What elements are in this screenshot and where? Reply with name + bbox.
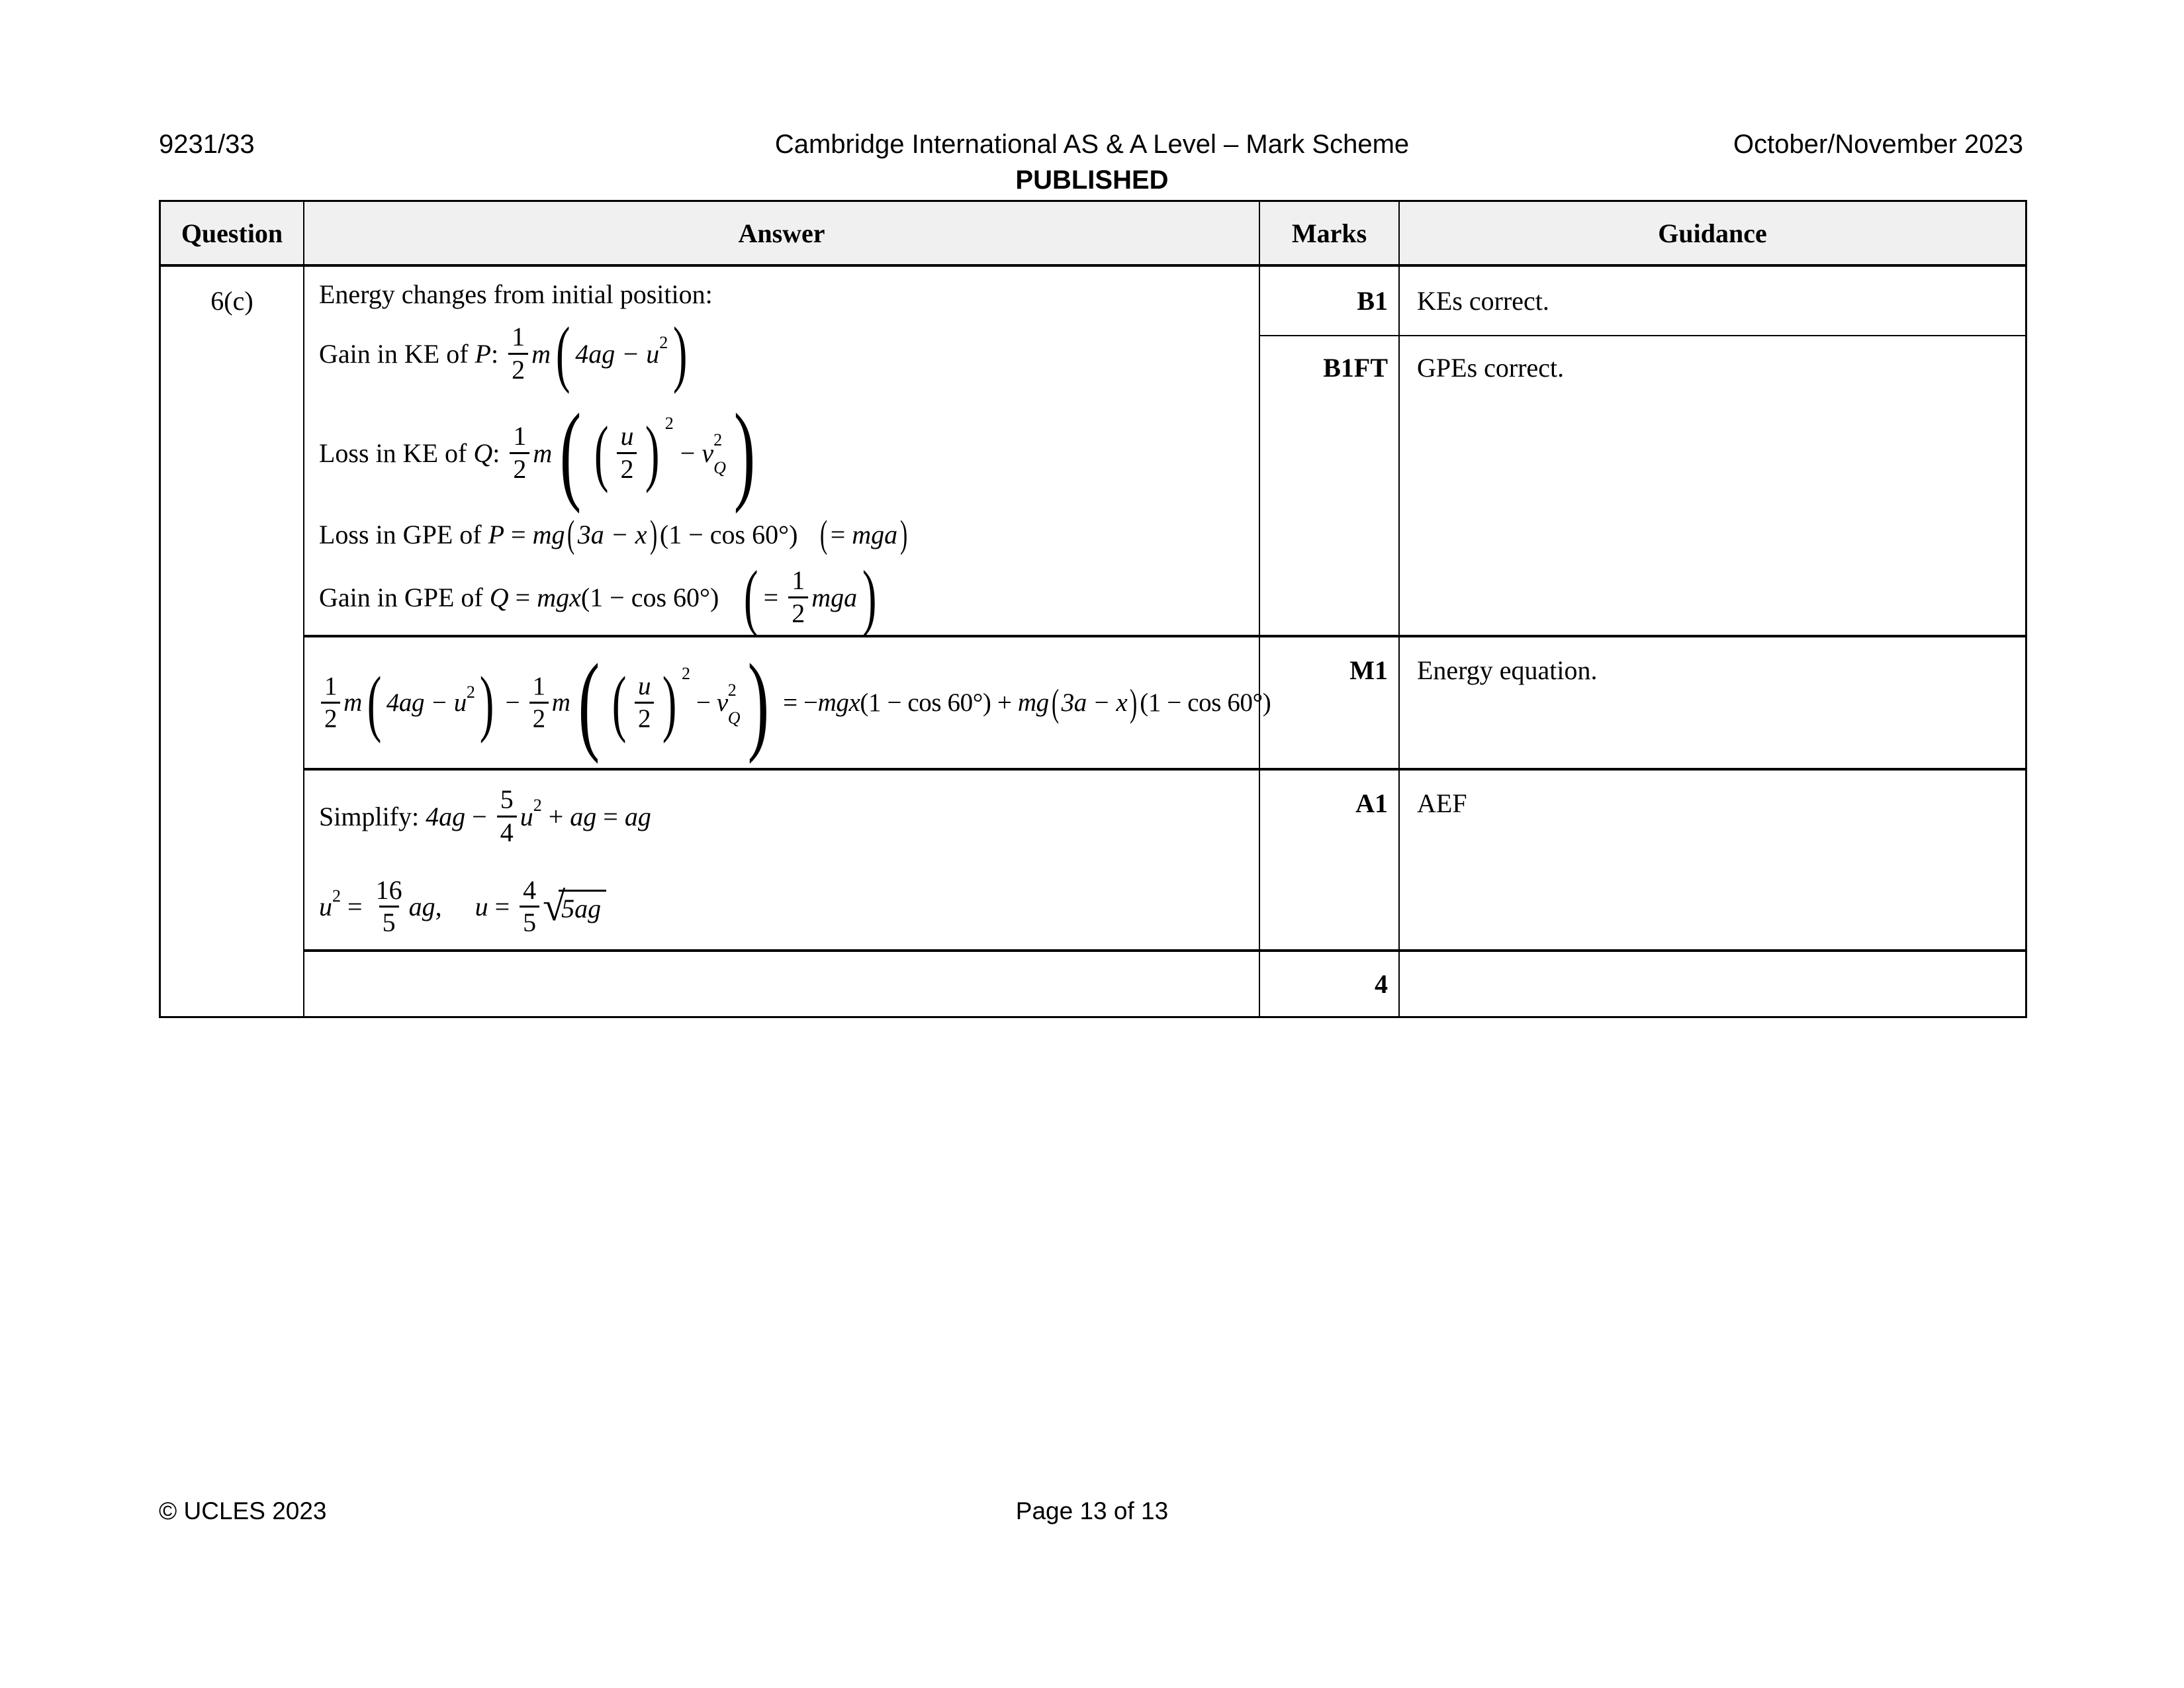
- var-mga: mga: [852, 519, 898, 549]
- paren-open: (: [612, 661, 627, 744]
- paren-close: ): [662, 661, 677, 744]
- paren-open: (: [744, 556, 758, 638]
- operator-eq: =: [504, 519, 533, 549]
- answer-cell-empty: [304, 952, 1260, 1016]
- session-date: October/November 2023: [1733, 130, 2023, 159]
- cos-group: (1 − cos 60°): [860, 688, 991, 717]
- comma: ,: [435, 892, 442, 922]
- var-Q: Q: [489, 582, 509, 612]
- answer-line-energy-equation: [318, 641, 1271, 765]
- paren-close: ): [747, 641, 770, 765]
- superscript-2: 2: [664, 414, 674, 433]
- guidance-kes: KEs correct.: [1400, 267, 2025, 336]
- cos-group: (1 − cos 60°): [580, 582, 719, 612]
- radical-icon: √: [543, 884, 566, 929]
- fraction-half: $\frac{1}{2}$: [529, 673, 549, 732]
- fraction-u-over-2: u 2: [617, 423, 637, 483]
- paren-open: (: [1051, 680, 1059, 724]
- expr: 4ag − u: [386, 688, 467, 717]
- text: Loss in GPE of: [319, 519, 488, 549]
- var-ag: ag: [408, 892, 435, 922]
- var-u: u: [319, 892, 332, 922]
- text: Gain in GPE of: [319, 582, 490, 612]
- paren-close: ): [862, 556, 877, 638]
- fraction-half: 1 2: [321, 673, 340, 732]
- fraction-u-over-2: u 2: [635, 673, 654, 732]
- paren-close: ): [673, 312, 688, 395]
- expr: 3a − x: [1061, 688, 1128, 717]
- page-number: Page 13 of 13: [1015, 1497, 1169, 1524]
- superscript-2: 2: [659, 333, 668, 352]
- var-v: v: [702, 438, 714, 468]
- supsub-vQ: 2 Q: [713, 430, 726, 477]
- var-mga: mga: [811, 582, 858, 612]
- fraction-half: $\frac{1}{2}$: [788, 567, 808, 628]
- answer-line-simplify: [319, 786, 1259, 847]
- answer-cell-energy-equation: [304, 637, 1271, 771]
- mark-total: 4: [1260, 952, 1400, 1016]
- operator-minus: −: [690, 688, 717, 717]
- operator-eq: =: [508, 582, 537, 612]
- mark-b1: B1: [1260, 267, 1400, 336]
- doc-title: Cambridge International AS & A Level – Mark Scheme: [774, 130, 1410, 159]
- operator-eq: =: [763, 582, 786, 612]
- expr: 3a − x: [577, 519, 647, 549]
- answer-line-gain-gpe: [319, 556, 1255, 638]
- var-m: m: [531, 338, 551, 369]
- text: Gain in KE of: [319, 338, 475, 369]
- var-Q: Q: [473, 438, 493, 468]
- paren-open: (: [559, 391, 582, 514]
- superscript-2: 2: [332, 886, 341, 906]
- var-v: v: [716, 688, 728, 717]
- var-mg: mg: [1017, 688, 1049, 717]
- answer-line-loss-gpe: [319, 512, 1255, 555]
- var-mgx: mgx: [817, 688, 860, 717]
- operator-minus: −: [499, 688, 526, 717]
- exam-code: 9231/33: [159, 130, 255, 159]
- expr: 4ag − u: [575, 338, 660, 369]
- paren-open: (: [578, 641, 600, 765]
- fraction-16-over-5: $\frac{16}{5}$: [375, 874, 402, 938]
- paren-close: ): [733, 391, 756, 514]
- operator-minus: −: [673, 438, 702, 468]
- mark-m1: M1: [1260, 637, 1400, 771]
- paren-open: (: [555, 312, 570, 395]
- text: Energy changes from initial position:: [319, 279, 713, 309]
- answer-cell-simplify: [304, 771, 1260, 952]
- operator-minus: −: [465, 801, 494, 831]
- cos-group: (1 − cos 60°): [1140, 688, 1271, 717]
- operator-plus: +: [991, 688, 1018, 717]
- var-m: m: [533, 438, 553, 468]
- cos-group: (1 − cos 60°): [659, 519, 798, 549]
- var-m: m: [551, 688, 570, 717]
- supsub-vQ: 2 Q: [727, 680, 741, 727]
- text: Loss in KE of: [319, 438, 474, 468]
- superscript-2: 2: [681, 663, 690, 683]
- table-header-answer: Answer: [304, 202, 1260, 267]
- paren-close: ): [645, 412, 660, 494]
- paren-open: (: [594, 412, 609, 494]
- answer-line-loss-ke: [319, 391, 1255, 514]
- paren-close: ): [480, 661, 494, 744]
- answer-line-gain-ke: [319, 312, 1255, 395]
- operator-eq: =: [830, 519, 852, 549]
- paren-open: (: [367, 661, 382, 744]
- paren-open: (: [567, 512, 575, 555]
- square-root: √ 5ag: [543, 886, 606, 927]
- operator-eq: =: [596, 801, 625, 831]
- paren-open: (: [820, 512, 828, 555]
- fraction-half: 1 2: [508, 324, 528, 384]
- text: :: [490, 338, 506, 369]
- superscript-2: 2: [533, 796, 542, 816]
- operator-eq-neg: = −: [776, 688, 818, 717]
- operator-eq: =: [341, 892, 369, 922]
- paren-close: ): [649, 512, 657, 555]
- guidance-energy: Energy equation.: [1400, 637, 2025, 771]
- table-header-question: Question: [161, 202, 304, 267]
- var-m: m: [343, 688, 362, 717]
- superscript-2: 2: [466, 682, 475, 702]
- text: :: [492, 438, 507, 468]
- var-P: P: [488, 519, 505, 549]
- var-ag: ag: [624, 801, 651, 831]
- var-u: u: [475, 892, 488, 922]
- fraction-5-over-4: $\frac{5}{4}$: [497, 786, 517, 847]
- table-header-guidance: Guidance: [1400, 202, 2025, 267]
- guidance-cell-empty: [1400, 952, 2025, 1016]
- answer-line-u-squared: [319, 874, 1259, 938]
- var-ag: ag: [570, 801, 597, 831]
- var-4ag: 4ag: [426, 801, 466, 831]
- var-P: P: [475, 338, 491, 369]
- published-label: PUBLISHED: [1015, 165, 1169, 195]
- copyright: © UCLES 2023: [159, 1497, 327, 1524]
- table-header-marks: Marks: [1260, 202, 1400, 267]
- operator-plus: +: [541, 801, 570, 831]
- mark-a1: A1: [1260, 771, 1400, 952]
- answer-cell-energy-changes: [304, 267, 1260, 637]
- guidance-gpes: GPEs correct.: [1400, 336, 2025, 637]
- paren-close: ): [1130, 680, 1138, 724]
- var-u: u: [520, 801, 533, 831]
- question-number: 6(c): [161, 267, 304, 1016]
- fraction-half: 1 2: [510, 423, 529, 483]
- var-mg: mg: [532, 519, 565, 549]
- fraction-4-over-5: $\frac{4}{5}$: [520, 877, 539, 937]
- guidance-aef: AEF: [1400, 771, 2025, 952]
- mark-scheme-table: [159, 200, 2027, 1018]
- mark-b1ft: B1FT: [1260, 336, 1400, 637]
- var-mgx: mgx: [537, 582, 581, 612]
- text: Simplify:: [319, 801, 426, 831]
- operator-eq: =: [488, 892, 517, 922]
- paren-close: ): [900, 512, 908, 555]
- answer-line-intro: [319, 279, 1255, 310]
